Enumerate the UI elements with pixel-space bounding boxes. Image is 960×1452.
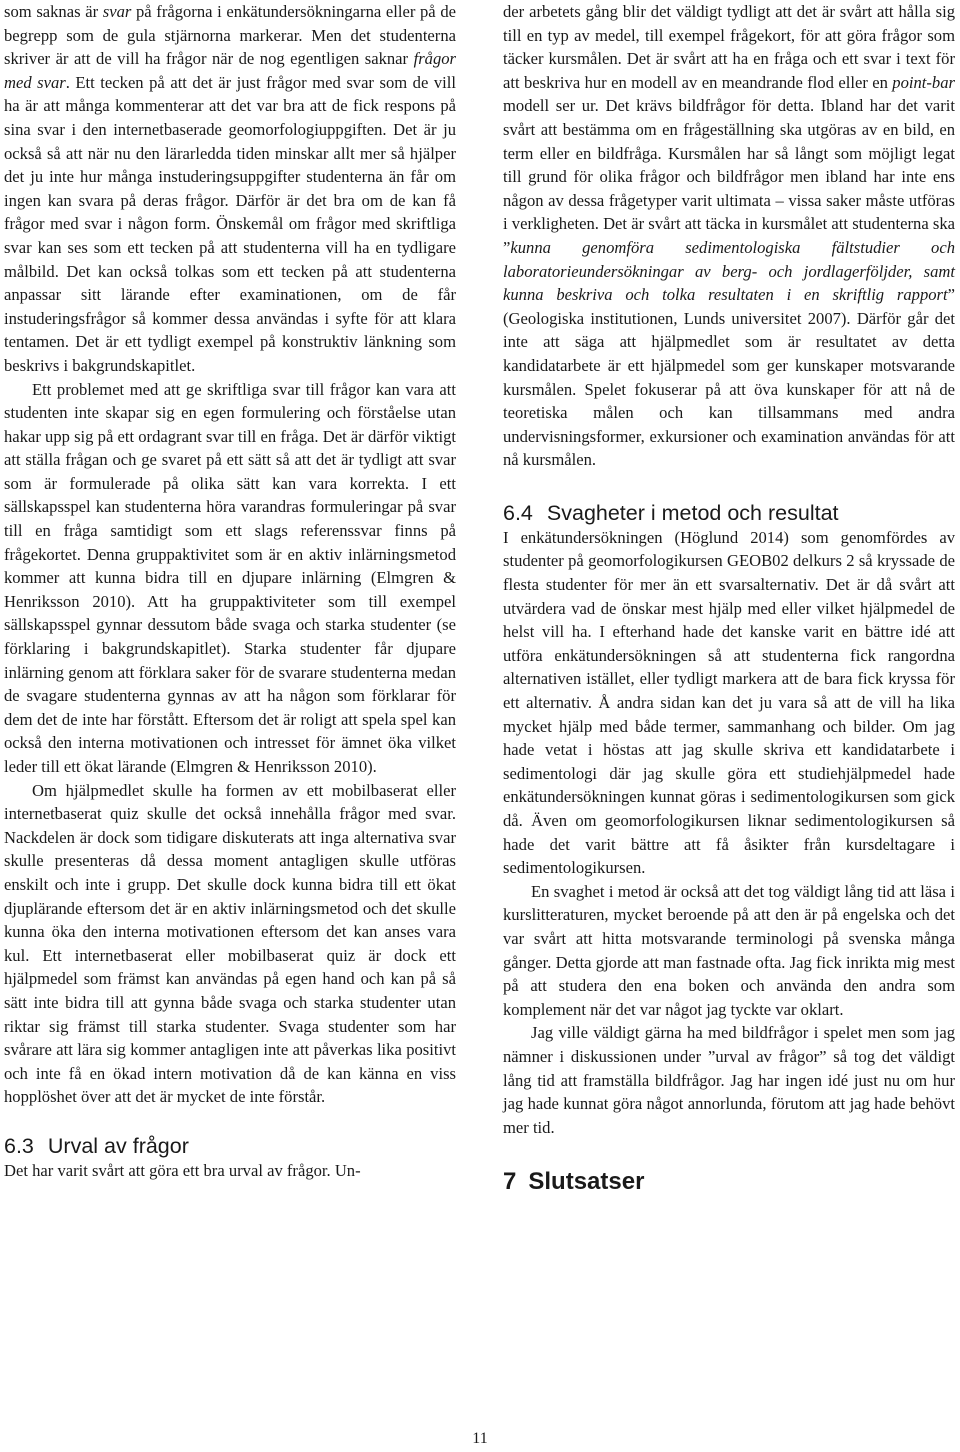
text-run: ” (Geologiska institutionen, Lunds universitet 2007). Därför går det inte att säga att hjälpmedlet som är resultatet av detta kandidatarbete är ett hjälpmedel som ger kunskaper motsvarande kursmålen. Spelet fokuserar på att öva kunskaper för att nå de teoretiska målen och kan tillsammans med andra undervisningsformer, exkursioner och examination användas för att nå kursmålen.	[503, 285, 955, 470]
paragraph: Jag ville väldigt gärna ha med bildfrågor i spelet men som jag nämner i diskussionen under ”urval av frågor” så tog det väldigt lång tid att framställa bildfrågor. Jag har ingen idé just nu om hur jag hade kunnat göra något annorlunda, förutom att jag hade behövt mer tid.	[503, 1023, 955, 1137]
text-run: på frågorna i enkätundersökningarna eller på de begrepp som de gula stjärnorna markerar. Men det studenterna skriver är att de vill ha frågor när de nog egentligen saknar	[4, 2, 456, 69]
italic-text: frågor med svar	[4, 49, 456, 92]
left-column	[4, 0, 456, 1183]
chapter-title: Slutsatser	[528, 1168, 645, 1196]
paragraph: Det har varit svårt att göra ett bra urval av frågor. Un-	[4, 1160, 361, 1180]
paragraph	[4, 0, 456, 378]
italic-text: kunna genomföra sedimentologiska fältstudier och laboratorieundersökningar av berg- och jordlagerföljder, samt kunna beskriva och tolka resultaten i en skriftlig rapport	[503, 237, 955, 305]
section-number: 6.3	[4, 1133, 34, 1158]
section-title: Svagheter i metod och resultat	[546, 500, 839, 525]
paragraph: I enkätundersökningen (Höglund 2014) som genomfördes av studenter på geomorfologikursen GEOB02 delkurs 2 så kryssade de flesta studenter för mer än ett svarsalternativ. Det är då svårt att utvärdera vad de önskar mest hjälp med eller vilket hjälpmedel de helst vill ha. I efterhand hade det kanske varit en bättre idé att utföra enkätundersökningen så att studenterna fick rangordna alternativen istället, eller tydligt markera att de bara fick kryssa för ett alternativ. Å andra sidan kan det ju vara så att de vill ha lika mycket hjälp med både termer, sammanhang och bilder. Om jag hade vetat i höstas att jag skulle skriva ett kandidatarbete i sedimentologi där jag skulle göra ett studiehjälpmedel hade enkätundersökningen kunnat göras i sedimentologikursen som gick då. Även om geomorfologikursen liknar sedimentologikursen så hade det varit bättre att få åsikter från kursdeltagare i sedimentologikursen.	[503, 527, 955, 878]
text-run: modell ser ur. Det krävs bildfrågor för detta. Ibland har det varit svårt att bestämma om en frågeställning ska utgöras av en bild, en term eller en bildfråga. Kursmålen har så långt som möjligt legat till grund för olika frågor och bildfrågor men ibland har inte ens någon av dessa frågetyper varit ultimata – vissa saker måste utföras i verkligheten. Det är svårt att täcka in kursmålet att studenterna ska ”	[503, 96, 955, 257]
text-run: som saknas är	[4, 2, 103, 21]
paragraph	[503, 0, 955, 472]
section-heading	[503, 500, 955, 526]
section-number: 6.4	[503, 500, 533, 525]
right-column	[503, 0, 955, 1197]
page-number: 11	[472, 1430, 488, 1447]
section-heading	[4, 1133, 456, 1159]
italic-text: svar	[102, 2, 132, 21]
chapter-heading	[503, 1167, 955, 1197]
text-run: . Ett tecken på att det är just frågor med svar som de vill ha är att många kommenterar att det var bra att de fick respons på sina svar i den internetbaserade geomorfologiuppgiften. Det är ju också så att när nu den lärarledda tiden minskar allt mer så hjälper det ju inte hur många instuderingsuppgifter studenterna än får om ingen kan svara på deras frågor. Därför är det bra om de kan få frågor med svar i någon form. Önskemål om frågor med skriftliga svar kan ses som ett tecken på att studenterna vill ha en tydligare målbild. Det kan också tolkas som ett tecken på att studenterna anpassar sitt lärande efter examinationen, om de får instuderingsfrågor så kommer dessa användas i syfte för att klara tentamen. Det är ett tydligt exempel på konstruktiv länkning som beskrivs i bakgrundskapitlet.	[4, 72, 456, 375]
chapter-number: 7	[503, 1168, 517, 1196]
paragraph: Om hjälpmedlet skulle ha formen av ett mobilbaserat eller internetbaserat quiz skulle det också innehålla frågor med svar. Nackdelen är dock som tidigare diskuterats att inga alternativa svar skulle presenteras då dessa moment antagligen skulle utföras enskilt och inte i grupp. Det skulle dock kunna bidra till ett ökat djuplärande eftersom det är en aktiv inlärningsmetod och det skulle kunna öka den interna motivationen eftersom det kan anses vara kul. Ett internetbaserat eller mobilbaserat quiz är dock ett hjälpmedel som främst kan användas på egen hand och kan på så sätt inte bidra till att gynna både svaga och starka studenter utan riktar sig främst till starka studenter. Svaga studenter som har svårare att lära sig kommer antagligen inte att påverkas lika positivt och inte få en ökad intern motivation då de kan känna en viss hopplöshet över att det är mycket de inte förstår.	[4, 780, 456, 1107]
text-run: der arbetets gång blir det väldigt tydligt att det är svårt att hålla sig till en typ av medel, till exempel frågekort, för att göra frågor som täcker kursmålen. Det är svårt att ha en fråga och ett svar i text för att beskriva hur en modell av en meandrande flod eller en	[503, 2, 955, 92]
section-title: Urval av frågor	[47, 1133, 189, 1158]
paragraph: Ett problemet med att ge skriftliga svar till frågor kan vara att studenten inte skapar sig en egen formulering och förståelse utan hakar upp sig på ett ordagrant svar till en fråga. Det är därför viktigt att ställa frågan och ge svaret på ett sätt så att det är tydligt att svar som är formulerade på olika sätt kan vara korrekta. I ett sällskapsspel kan studenterna höra varandras formuleringar på svar till en fråga samtidigt som ett slags referenssvar finns på frågekortet. Denna gruppaktivitet som är en aktiv inlärningsmetod kommer att kunna bidra till en djupare inlärning (Elmgren & Henriksson 2010). Att ha gruppaktiviteter som till exempel sällskapsspel gynnar dessutom både svaga och starka studenter (se förklaring i bakgrundskapitlet). Starka studenter får djupare inlärning genom att förklara saker för de svarare studenterna medan de svagare studenterna gynnas av att ha någon som förklarar för dem det de inte har förstått. Eftersom det är roligt att spela spel kan också den interna motivationen och intresset för ämnet öka vilket leder till ett ökat lärande (Elmgren & Henriksson 2010).	[4, 379, 456, 776]
italic-text: point-bar	[892, 72, 955, 92]
paragraph: En svaghet i metod är också att det tog väldigt lång tid att läsa i kurslitteraturen, mycket beroende på att den är på engelska och det var svårt att hitta motsvarande terminologi på svenska många gånger. Detta gjorde att man fastnade ofta. Jag fick inrikta mig mest på att studera den ena boken och använda den andra som komplement när det var något jag tyckte var oklart.	[503, 881, 955, 1019]
